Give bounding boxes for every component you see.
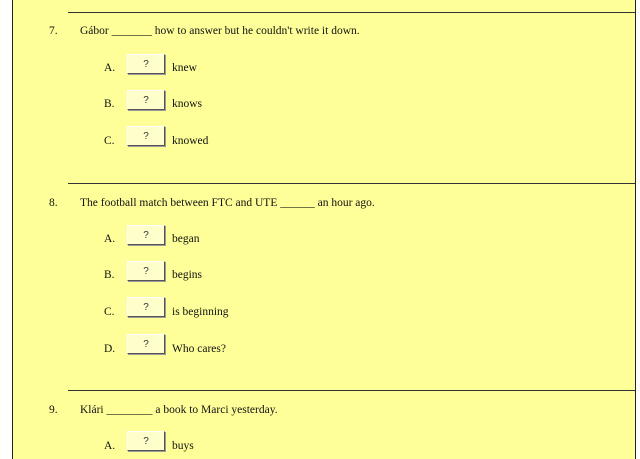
- question-text: The football match between FTC and UTE ______ an hour ago.: [80, 197, 375, 209]
- question-number: 9.: [49, 404, 58, 416]
- answer-button[interactable]: ?: [127, 261, 165, 281]
- answer-button[interactable]: ?: [127, 431, 165, 451]
- answer-button[interactable]: ?: [127, 334, 165, 354]
- option-text: knowed: [172, 135, 209, 147]
- option-letter: D.: [104, 343, 116, 355]
- question-number: 8.: [49, 197, 58, 209]
- option-text: buys: [172, 440, 194, 452]
- question-divider: [68, 12, 635, 13]
- option-text: Who cares?: [172, 343, 226, 355]
- answer-button[interactable]: ?: [127, 297, 165, 317]
- option-text: is beginning: [172, 306, 229, 318]
- quiz-panel: [12, 0, 636, 459]
- answer-button[interactable]: ?: [127, 225, 165, 245]
- option-letter: C.: [104, 135, 115, 147]
- option-text: begins: [172, 269, 203, 281]
- option-letter: A.: [104, 62, 116, 74]
- answer-button[interactable]: ?: [127, 90, 165, 110]
- option-text: knew: [172, 62, 197, 74]
- option-letter: C.: [104, 306, 115, 318]
- question-number: 7.: [49, 25, 58, 37]
- option-letter: B.: [104, 98, 115, 110]
- option-text: began: [172, 233, 200, 245]
- option-letter: A.: [104, 440, 116, 452]
- option-letter: B.: [104, 269, 115, 281]
- answer-button[interactable]: ?: [127, 126, 165, 146]
- question-text: Gábor _______ how to answer but he couldn't write it down.: [80, 25, 360, 37]
- question-text: Klári ________ a book to Marci yesterday.: [80, 404, 278, 416]
- option-letter: A.: [104, 233, 116, 245]
- answer-button[interactable]: ?: [127, 54, 165, 74]
- question-divider: [68, 183, 635, 184]
- option-text: knows: [172, 98, 203, 110]
- question-divider: [68, 390, 635, 391]
